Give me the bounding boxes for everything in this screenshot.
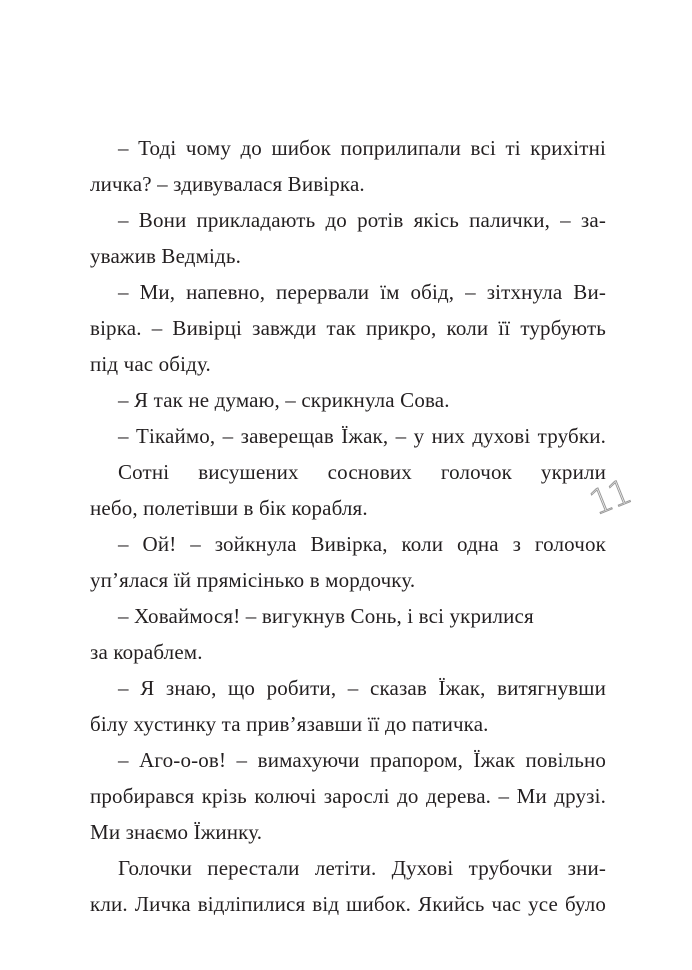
- text-line-2: личка? – здивувалася Вивірка.: [90, 172, 365, 196]
- text-line-14: – Ховаймося! – вигукнув Сонь, і всі укрилися: [118, 604, 534, 628]
- text-line-1: – Тоді чому до шибок поприлипали всі ті крихітні: [118, 136, 606, 160]
- text-line-16: – Я знаю, що робити, – сказав Їжак, витягнувши: [118, 676, 606, 700]
- text-line-11: небо, полетівши в бік корабля.: [90, 496, 368, 520]
- text-line-19: пробирався крізь колючі зарослі до дерева. – Ми друзі.: [90, 784, 606, 808]
- text-line-13: уп’ялася їй прямісінько в мордочку.: [90, 568, 416, 592]
- text-line-22: кли. Личка відліпилися від шибок. Якийсь час усе було: [90, 892, 606, 916]
- text-line-3: – Вони прикладають до ротів якісь палички, – за-: [118, 208, 606, 232]
- text-line-21: Голочки перестали летіти. Духові трубочки зни-: [118, 856, 606, 880]
- text-line-4: уважив Ведмідь.: [90, 244, 241, 268]
- text-line-17: білу хустинку та прив’язавши її до патичка.: [90, 712, 489, 736]
- text-line-10: Сотні висушених соснових голочок укрили: [118, 460, 606, 484]
- text-line-6: вірка. – Вивірці завжди так прикро, коли її турбують: [90, 316, 606, 340]
- text-line-5: – Ми, напевно, перервали їм обід, – зітхнула Ви-: [118, 280, 606, 304]
- text-line-20: Ми знаємо Їжинку.: [90, 820, 263, 844]
- text-line-8: – Я так не думаю, – скрикнула Сова.: [118, 388, 450, 412]
- text-line-9: – Тікаймо, – заверещав Їжак, – у них духові трубки.: [118, 424, 606, 448]
- text-line-7: під час обіду.: [90, 352, 211, 376]
- text-line-12: – Ой! – зойкнула Вивірка, коли одна з голочок: [118, 532, 606, 556]
- text-line-18: – Аго-о-ов! – вимахуючи прапором, Їжак повільно: [118, 748, 606, 772]
- page-number: 11: [584, 472, 636, 524]
- text-line-15: за кораблем.: [90, 640, 203, 664]
